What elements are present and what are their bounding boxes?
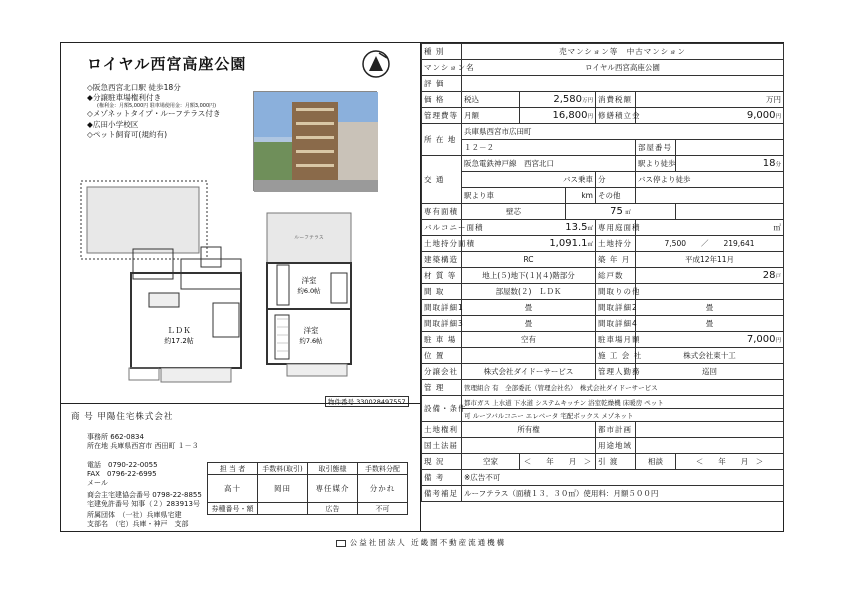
remarks-value: ※広告不可 (462, 470, 784, 486)
staff-cell: 広告 (308, 503, 358, 515)
remarks-label: 備 考 (422, 470, 462, 486)
staff-header: 担 当 者 (208, 463, 258, 475)
land-law-label: 国土法届 (422, 438, 462, 454)
mgmt-label: 管理費等 (422, 108, 462, 124)
station-car-label: 駅より車 (462, 188, 566, 204)
position-label: 位 置 (422, 348, 462, 364)
zoning-label: 都市計画 (596, 422, 636, 438)
other-value (636, 188, 784, 204)
detail3-label: 間取詳細3 (422, 316, 462, 332)
facility-line: 都市ガス 上水道 下水道 システムキッチン 浴室乾燥機 床暖房 ペット (462, 396, 784, 409)
mgmt-month-label: 月額 (462, 108, 520, 124)
bus-label: バス乗車 (462, 172, 596, 188)
feature-list (87, 83, 221, 140)
staff-cell: 不可 (358, 503, 408, 515)
position-value (462, 348, 596, 364)
detail2-label: 間取詳細2 (596, 300, 636, 316)
area-label: 専有面積 (422, 204, 462, 220)
floors-value: 地上(５)地下(１)(４)階部分 (462, 268, 596, 284)
walk-value: 18分 (676, 156, 784, 172)
delivery-date: ＜ 年 月 ＞ (676, 454, 784, 470)
footer-text: 公益社団法人 近畿圏不動産流通機構 (349, 538, 507, 547)
company-block (61, 403, 420, 531)
status-label: 現 況 (422, 454, 462, 470)
footer-organization (0, 537, 842, 548)
registration-number: 物件番号 330028497557 (325, 396, 409, 407)
land-right-label: 土地権利 (422, 422, 462, 438)
plan-ldk-size: 約17.2帖 (164, 337, 194, 345)
type-label: 種 別 (422, 44, 462, 60)
flyer-frame (60, 42, 784, 532)
staff-value: 分かれ (358, 475, 408, 503)
remarks2-value: ルーフテラス（面積１３．３０㎡）使用料：月額５００円 (462, 486, 784, 502)
feature-item: ◇メゾネットタイプ・ルーフテラス付き (87, 109, 221, 119)
company-branch: 支部名 （宅）兵庫・神戸 支部 (87, 520, 189, 528)
facility-label: 設備・条件 (422, 396, 462, 422)
location-value: 兵庫県西宮市広田町 (462, 124, 784, 140)
mansion-name: ロイヤル西宮高座公園 (462, 60, 784, 76)
plan-roof-label: ルーフテラス (294, 235, 324, 241)
special-garden-value: ㎡ (636, 220, 784, 236)
facility-line: 可 ルーフバルコニー エレベータ 宅配ボックス メゾネット (462, 409, 784, 422)
status-date: ＜ 年 月 ＞ (520, 454, 596, 470)
layout-detail-label: 間取りの他 (596, 284, 636, 300)
delivery-value: 相談 (636, 454, 676, 470)
staff-table (207, 462, 408, 515)
feature-item: ◇阪急西宮北口駅 徒歩18分 (87, 83, 181, 92)
parking-label: 駐 車 場 (422, 332, 462, 348)
room-number-value (676, 140, 784, 156)
left-pane (61, 43, 421, 531)
company-logo-icon (361, 49, 391, 79)
spec-table (421, 43, 784, 502)
staff-cell: 券種番号・額 (208, 503, 258, 515)
feature-item: ◆分譲駐車場権利付き (87, 93, 162, 103)
staff-header: 取引態様 (308, 463, 358, 475)
land-share-label: 土地持分 (596, 236, 636, 252)
built-value: 平成12年11月 (636, 252, 784, 268)
staff-header: 手数料(取引) (258, 463, 308, 475)
remarks2-label: 備考補足 (422, 486, 462, 502)
floor-plan (61, 143, 361, 393)
km-unit: km (566, 188, 596, 204)
feature-item: ◇ペット飼育可(規約有) (87, 129, 168, 139)
layout-label: 間 取 (422, 284, 462, 300)
land-share-value: 7,500 ／ 219,641 (636, 236, 784, 252)
mgmt-staff-value: 巡回 (636, 364, 784, 380)
plan-western2-size: 約7.6帖 (299, 337, 323, 345)
eval-value (462, 76, 784, 92)
built-label: 築 年 月 (596, 252, 636, 268)
company-tel: 電話 0790-22-0055 (87, 461, 158, 469)
company-name: 商 号 甲陽住宅株式会社 (71, 412, 174, 422)
company-license: 宅建免許番号 知事（２）283913号 (87, 500, 200, 508)
company-mail: メール (87, 479, 108, 487)
plan-western1-size: 約6.0帖 (297, 287, 321, 295)
delivery-label: 引 渡 (596, 454, 636, 470)
property-title: ロイヤル西宮高座公園 (87, 55, 247, 73)
structure-label: 建築構造 (422, 252, 462, 268)
room-number-label: 部屋番号 (636, 140, 676, 156)
name-label: マンション名 (422, 60, 462, 76)
company-fax: FAX 0796-22-6995 (87, 470, 157, 478)
seller-value: 株式会社ダイドーサービス (462, 364, 596, 380)
bus-minutes: 分 (596, 172, 636, 188)
zoning-value (636, 422, 784, 438)
plan-western2-label: 洋室 (303, 326, 319, 335)
company-address: 所在地 兵庫県西宮市 西田町 １－３ (87, 442, 199, 450)
parking-fee-value: 7,000円 (636, 332, 784, 348)
parking-value: 空有 (462, 332, 596, 348)
price-label: 価 格 (422, 92, 462, 108)
location-label: 所 在 地 (422, 124, 462, 156)
lot-value: １２－２ (462, 140, 636, 156)
use-district-label: 用途地域 (596, 438, 636, 454)
staff-cell (258, 503, 308, 515)
staff-header: 手数料分配 (358, 463, 408, 475)
structure-value: RC (462, 252, 596, 268)
tax-label: 消費税額 (596, 92, 636, 108)
manage-label: 管 理 (422, 380, 462, 396)
layout-detail-value (636, 284, 784, 300)
staff-value: 岡田 (258, 475, 308, 503)
repair-value: 9,000円 (636, 108, 784, 124)
mgmt-staff-label: 管理人勤務 (596, 364, 636, 380)
property-type: 売マンション等 中古マンション (462, 44, 784, 60)
company-guarantee: 商会主宅建協会番号 0798-22-8855 (87, 491, 202, 499)
land-label: 土地持分面積 (422, 236, 462, 252)
detail1-value: 畳 (462, 300, 596, 316)
builder-label: 施 工 会 社 (596, 348, 636, 364)
train-line: 阪急電鉄神戸線 西宮北口 (462, 156, 636, 172)
status-value: 空家 (462, 454, 520, 470)
manage-value: 管理組合 有 全部委託（管理会社名） 株式会社ダイドーサービス (462, 380, 784, 396)
plan-ldk-label: ＬＤＫ (167, 326, 191, 335)
land-law-value (462, 438, 596, 454)
walk-label: 駅より徒歩 (636, 156, 676, 172)
feature-note: (権利金：月額5,000円 駐車場使用金：月額3,000円) (97, 103, 217, 110)
land-right-value: 所有権 (462, 422, 596, 438)
layout-value: 部屋数(２) ＬＤＫ (462, 284, 596, 300)
units-value: 28戸 (636, 268, 784, 284)
balcony-label: バルコニー面積 (422, 220, 462, 236)
detail4-label: 間取詳細4 (596, 316, 636, 332)
special-garden-label: 専用庭面積 (596, 220, 636, 236)
floors-label: 材 質 等 (422, 268, 462, 284)
property-spec-sheet (421, 43, 783, 531)
eval-label: 評 価 (422, 76, 462, 92)
other-label: その他 (596, 188, 636, 204)
transport-label: 交 通 (422, 156, 462, 204)
feature-item: ◆広田小学校区 (87, 119, 139, 129)
detail1-label: 間取詳細1 (422, 300, 462, 316)
seller-label: 分譲会社 (422, 364, 462, 380)
detail2-value: 畳 (636, 300, 784, 316)
units-label: 総戸数 (596, 268, 636, 284)
staff-value: 高十 (208, 475, 258, 503)
repair-label: 修繕積立金 (596, 108, 636, 124)
area-type: 壁芯 (462, 204, 566, 220)
price-value: 2,580万円 (520, 92, 596, 108)
company-office: 事務所 662-0834 (87, 433, 144, 441)
detail3-value: 畳 (462, 316, 596, 332)
area-value: 75 ㎡ (566, 204, 676, 220)
plan-western1-label: 洋室 (301, 276, 317, 285)
staff-value: 専任媒介 (308, 475, 358, 503)
tax-value: 万円 (636, 92, 784, 108)
land-value: 1,091.1㎡ (462, 236, 596, 252)
organization-mark-icon (336, 540, 346, 547)
balcony-value: 13.5㎡ (462, 220, 596, 236)
parking-fee-label: 駐車場月額 (596, 332, 636, 348)
company-assoc: 所属団体 （一社）兵庫県宅建 (87, 511, 182, 519)
area-blank (676, 204, 784, 220)
builder-value: 株式会社東十工 (636, 348, 784, 364)
mgmt-value: 16,800円 (520, 108, 596, 124)
detail4-value: 畳 (636, 316, 784, 332)
bus-walk-label: バス停より徒歩 (636, 172, 784, 188)
price-tax-label: 税込 (462, 92, 520, 108)
use-district-value (636, 438, 784, 454)
